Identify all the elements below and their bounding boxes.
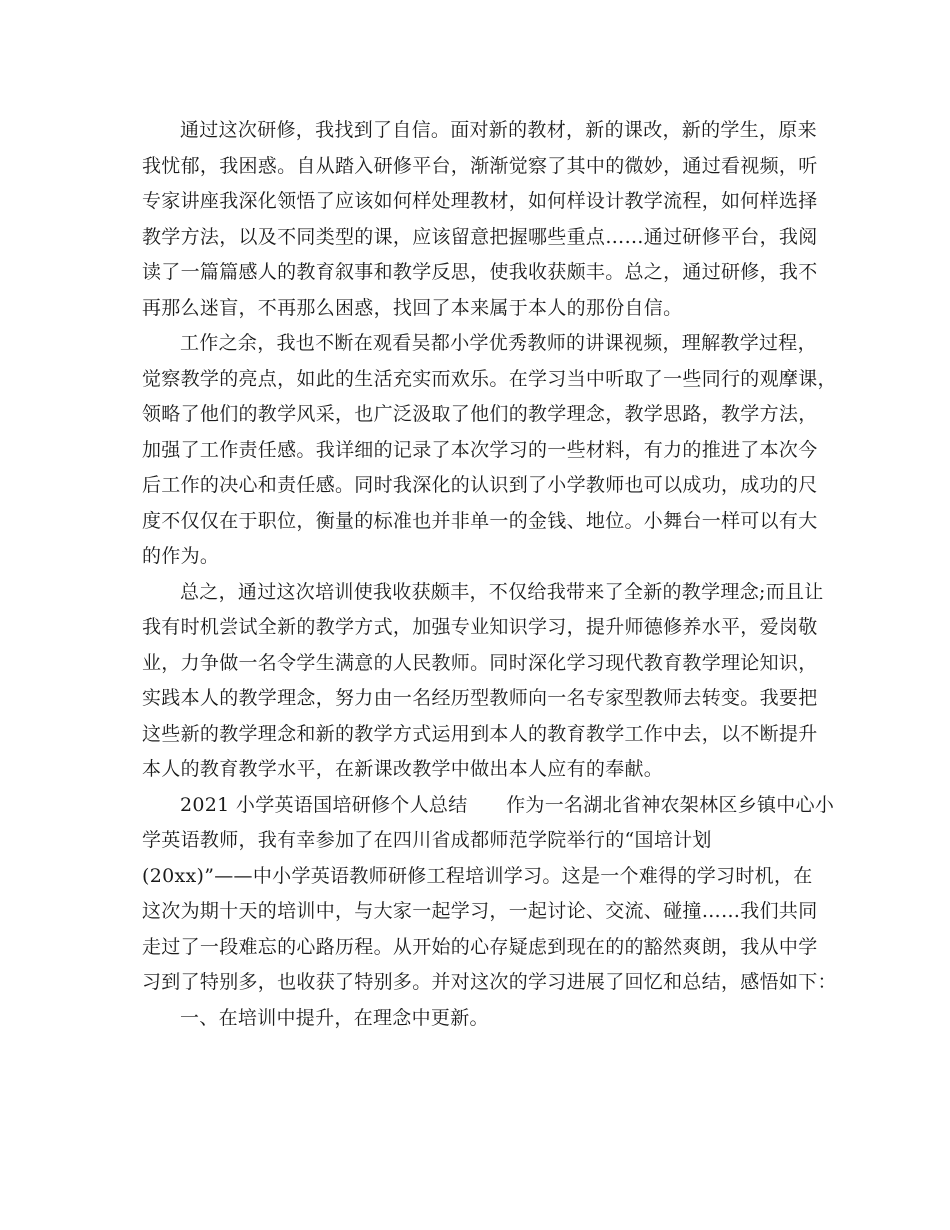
text-line: 本人的教育教学水平，在新课改教学中做出本人应有的奉献。 (142, 758, 664, 780)
paragraph-4 (142, 788, 837, 1001)
text-line: 读了一篇篇感人的教育叙事和教学反思，使我收获颇丰。总之，通过研修，我不 (142, 261, 818, 283)
text-line: 专家讲座我深化领悟了应该如何样处理教材，如何样设计教学流程，如何样选择 (142, 190, 818, 212)
text-line: 再那么迷盲，不再那么困惑，找回了本来属于本人的那份自信。 (142, 296, 683, 319)
text-line: 这次为期十天的培训中，与大家一起学习，一起讨论、交流、碰撞……我们共同 (142, 900, 818, 922)
paragraph-1 (142, 113, 818, 326)
text-line: 我忧郁，我困惑。自从踏入研修平台，渐渐觉察了其中的微妙，通过看视频，听 (142, 154, 818, 177)
text-line: 领略了他们的教学风采，也广泛汲取了他们的教学理念，教学思路，教学方法， (142, 403, 818, 425)
text-line: 度不仅仅在于职位，衡量的标准也并非单一的金钱、地位。小舞台一样可以有大 (142, 509, 818, 532)
text-line: 工作之余，我也不断在观看吴都小学优秀教师的讲课视频，理解教学过程， (180, 332, 817, 354)
text-line: 后工作的决心和责任感。同时我深化的认识到了小学教师也可以成功，成功的尺 (142, 474, 818, 496)
paragraph-3 (142, 575, 824, 788)
text-line: 觉察教学的亮点，如此的生活充实而欢乐。在学习当中听取了一些同行的观摩课， (142, 367, 837, 390)
text-line: (20xx)”——中小学英语教师研修工程培训学习。这是一个难得的学习时机，在 (142, 864, 813, 887)
paragraph-5 (142, 1001, 812, 1037)
document-body (142, 113, 837, 1036)
text-line: 我有时机尝试全新的教学方式，加强专业知识学习，提升师德修养水平，爱岗敬 (142, 616, 818, 638)
paragraph-2 (142, 326, 837, 575)
text-line: 学英语教师，我有幸参加了在四川省成都师范学院举行的“国培计划 (142, 829, 712, 851)
text-line: 加强了工作责任感。我详细的记录了本次学习的一些材料，有力的推进了本次今 (142, 438, 818, 461)
text-line: 2021 小学英语国培研修个人总结 作为一名湖北省神农架林区乡镇中心小 (180, 793, 835, 816)
text-line: 通过这次研修，我找到了自信。面对新的教材，新的课改，新的学生，原来 (180, 119, 817, 141)
text-line: 教学方法，以及不同类型的课，应该留意把握哪些重点……通过研修平台，我阅 (142, 225, 818, 248)
text-line: 走过了一段难忘的心路历程。从开始的心存疑虑到现在的的豁然爽朗，我从中学 (142, 935, 818, 958)
text-line: 实践本人的教学理念，努力由一名经历型教师向一名专家型教师去转变。我要把 (142, 687, 818, 709)
text-line: 业，力争做一名令学生满意的人民教师。同时深化学习现代教育教学理论知识， (142, 651, 818, 674)
text-line: 这些新的教学理念和新的教学方式运用到本人的教育教学工作中去，以不断提升 (142, 722, 818, 745)
text-line: 的作为。 (142, 545, 220, 567)
text-line: 习到了特别多，也收获了特别多。并对这次的学习进展了回忆和总结，感悟如下： (142, 971, 837, 993)
text-line: 总之，通过这次培训使我收获颇丰，不仅给我带来了全新的教学理念;而且让 (180, 580, 824, 603)
section-heading: 一、在培训中提升，在理念中更新。 (180, 1006, 489, 1029)
